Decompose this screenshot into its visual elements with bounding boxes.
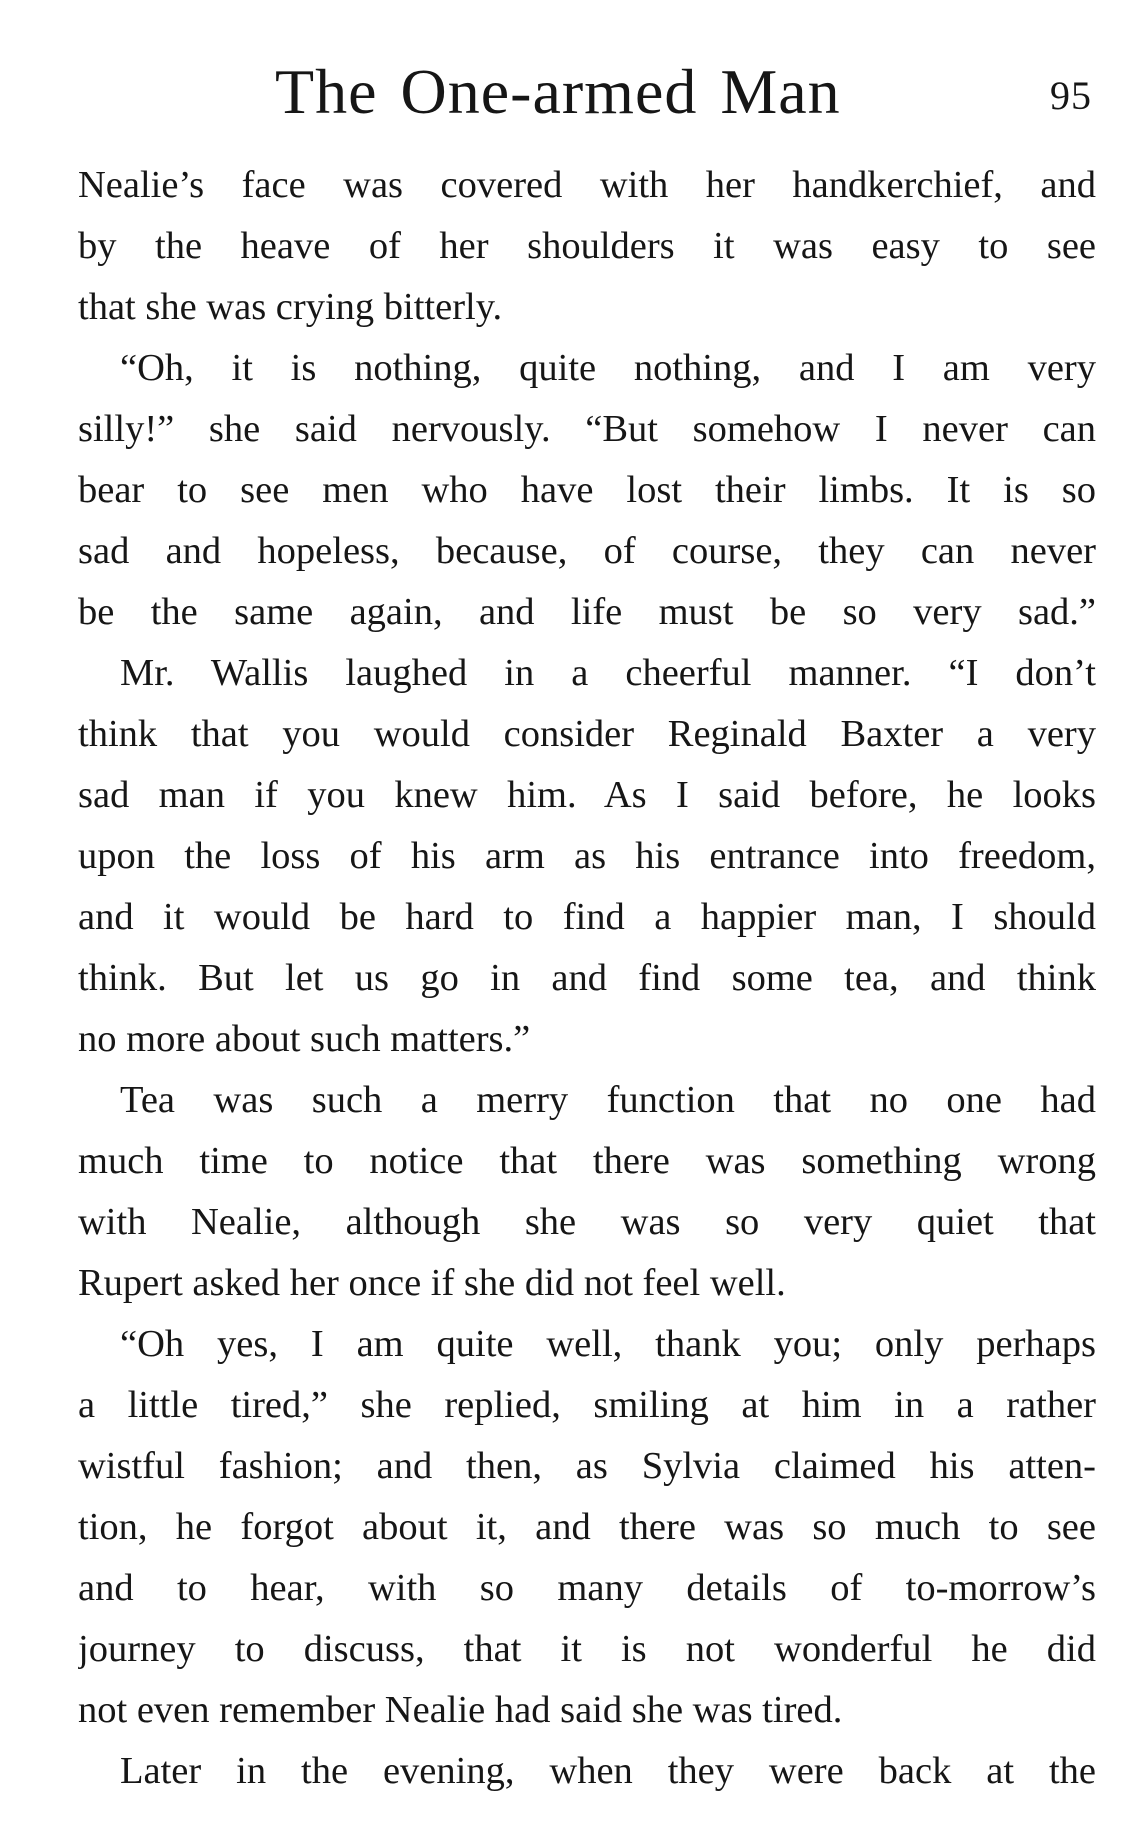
text-line: no more about such matters.”	[78, 1018, 531, 1060]
page-number: 95	[1050, 73, 1092, 118]
body-text	[78, 155, 1096, 1802]
text-line: Tea was such a merry function that no one had	[120, 1079, 1096, 1121]
text-line: journey to discuss, that it is not wonderful he did	[78, 1628, 1096, 1670]
text-line: sad man if you knew him. As I said before, he looks	[78, 774, 1096, 816]
text-line: Rupert asked her once if she did not feel well.	[78, 1262, 786, 1304]
text-line: much time to notice that there was something wrong	[78, 1140, 1096, 1182]
text-line: “Oh yes, I am quite well, thank you; only perhaps	[120, 1323, 1096, 1365]
text-line: think that you would consider Reginald Baxter a very	[78, 713, 1096, 755]
text-line: “Oh, it is nothing, quite nothing, and I am very	[120, 347, 1096, 389]
text-line: wistful fashion; and then, as Sylvia claimed his atten-	[78, 1445, 1096, 1487]
text-line: a little tired,” she replied, smiling at him in a rather	[78, 1384, 1096, 1426]
text-line: bear to see men who have lost their limbs. It is so	[78, 469, 1096, 511]
text-line: upon the loss of his arm as his entrance into freedom,	[78, 835, 1096, 877]
text-line: sad and hopeless, because, of course, they can never	[78, 530, 1096, 572]
text-line: by the heave of her shoulders it was easy to see	[78, 225, 1096, 267]
text-line: be the same again, and life must be so very sad.”	[78, 591, 1096, 633]
text-line: that she was crying bitterly.	[78, 286, 503, 328]
text-line: Later in the evening, when they were back at the	[120, 1750, 1096, 1792]
text-line: think. But let us go in and find some tea, and think	[78, 957, 1096, 999]
chapter-title: The One-armed Man	[275, 56, 841, 127]
text-line: Mr. Wallis laughed in a cheerful manner. “I don’t	[120, 652, 1096, 694]
text-line: Nealie’s face was covered with her handkerchief, and	[78, 164, 1096, 206]
text-line: not even remember Nealie had said she was tired.	[78, 1689, 843, 1731]
text-line: with Nealie, although she was so very quiet that	[78, 1201, 1096, 1243]
running-head	[0, 52, 1144, 132]
text-line: tion, he forgot about it, and there was so much to see	[78, 1506, 1096, 1548]
text-line: and to hear, with so many details of to-morrow’s	[78, 1567, 1096, 1609]
text-line: and it would be hard to find a happier man, I should	[78, 896, 1096, 938]
text-line: silly!” she said nervously. “But somehow I never can	[78, 408, 1096, 450]
